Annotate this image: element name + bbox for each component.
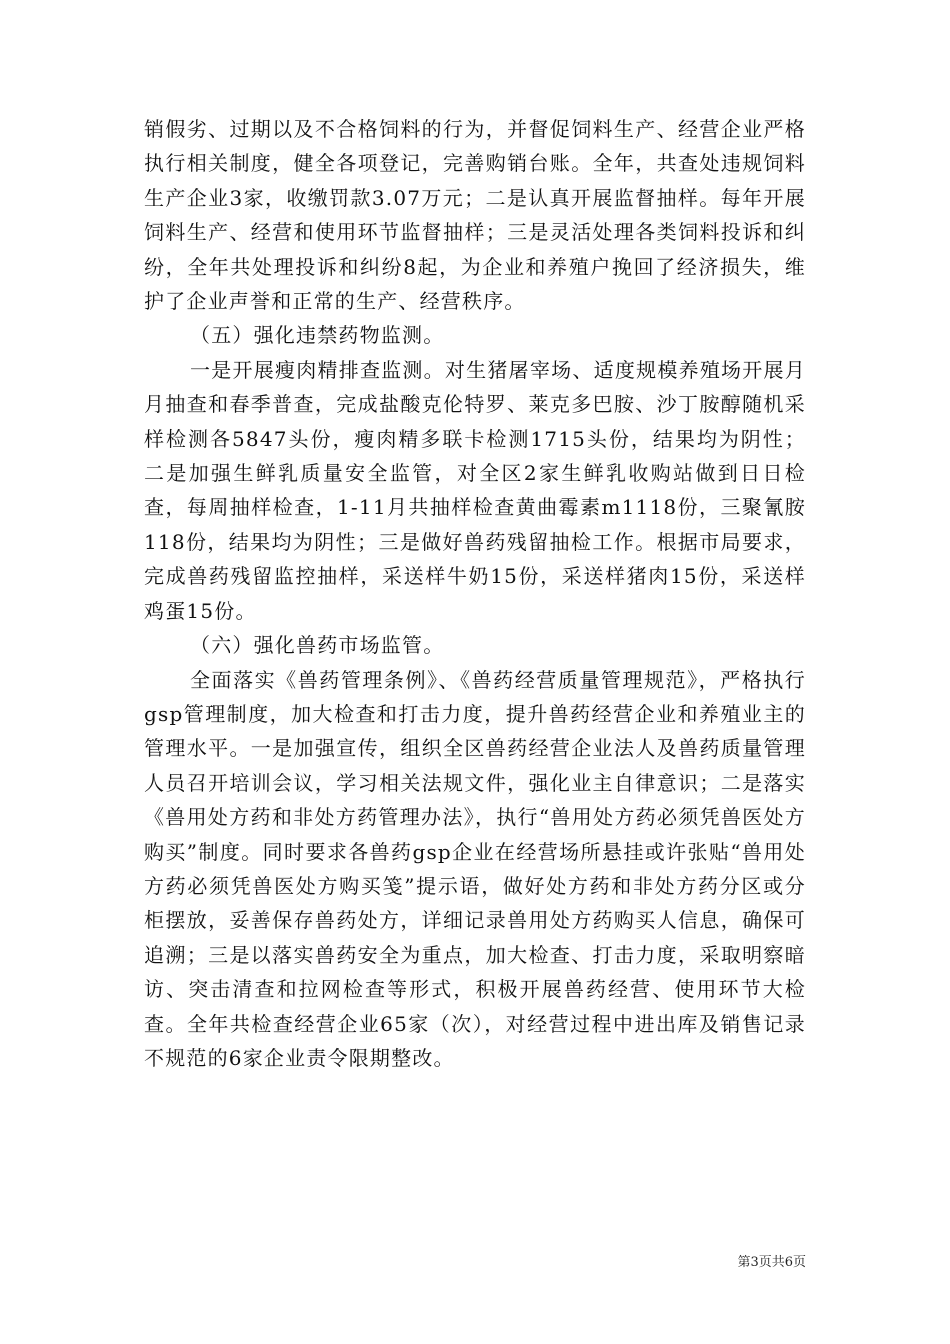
page-number: 第3页共6页 bbox=[737, 1255, 806, 1270]
paragraph-drug-monitoring: 一是开展瘦肉精排查监测。对生猪屠宰场、适度规模养殖场开展月月抽查和春季普查，完成盐酸克伦特罗、莱克多巴胺、沙丁胺醇随机采样检测各5847头份，瘦肉精多联卡检测1715头份，结果均为阴性；二是加强生鲜乳质量安全监管，对全区2家生鲜乳收购站做到日日检查，每周抽样检查，1-11月共抽样检查黄曲霉素m1118份，三聚氰胺118份，结果均为阴性；三是做好兽药残留抽检工作。根据市局要求，完成兽药残留监控抽样，采送样牛奶15份，采送样猪肉15份，采送样鸡蛋15份。 bbox=[144, 357, 806, 623]
document-body bbox=[144, 112, 806, 1075]
paragraph-market-supervision: 全面落实《兽药管理条例》、《兽药经营质量管理规范》，严格执行gsp管理制度，加大检查和打击力度，提升兽药经营企业和养殖业主的管理水平。一是加强宣传，组织全区兽药经营企业法人及兽药质量管理人员召开培训会议，学习相关法规文件，强化业主自律意识；二是落实《兽用处方药和非处方药管理办法》，执行“兽用处方药必须凭兽医处方购买”制度。同时要求各兽药gsp企业在经营场所悬挂或许张贴“兽用处方药必须凭兽医处方购买笺”提示语，做好处方药和非处方药分区或分柜摆放，妥善保存兽药处方，详细记录兽用处方药购买人信息，确保可追溯；三是以落实兽药安全为重点，加大检查、打击力度，采取明察暗访、突击清查和拉网检查等形式，积极开展兽药经营、使用环节大检查。全年共检查经营企业65家（次），对经营过程中进出库及销售记录不规范的6家企业责令限期整改。 bbox=[144, 667, 806, 1070]
section-heading-5: （五）强化违禁药物监测。 bbox=[190, 323, 445, 348]
paragraph-continuation: 销假劣、过期以及不合格饲料的行为，并督促饲料生产、经营企业严格执行相关制度，健全各项登记，完善购销台账。全年，共查处违规饲料生产企业3家，收缴罚款3.07万元；二是认真开展监督抽样。每年开展饲料生产、经营和使用环节监督抽样；三是灵活处理各类饲料投诉和纠纷，全年共处理投诉和纠纷8起，为企业和养殖户挽回了经济损失，维护了企业声誉和正常的生产、经营秩序。 bbox=[144, 117, 806, 314]
section-heading-6: （六）强化兽药市场监管。 bbox=[190, 633, 445, 658]
